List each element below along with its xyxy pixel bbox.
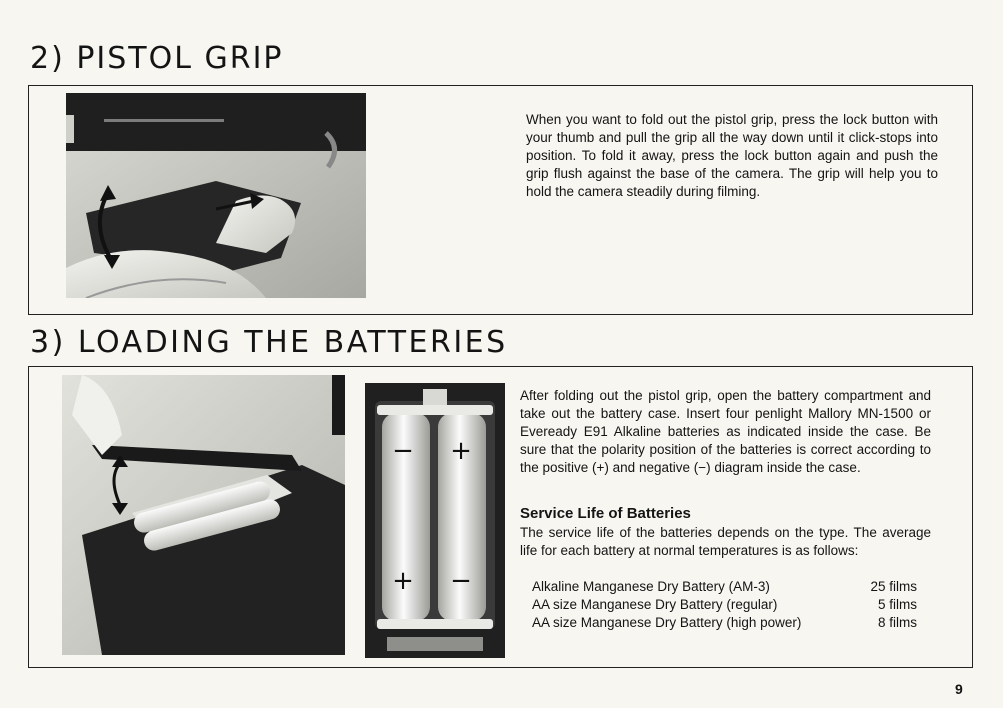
service-life-row	[532, 614, 917, 632]
minus-mark-top-left: −	[392, 436, 414, 466]
battery-type: Alkaline Manganese Dry Battery (AM-3)	[532, 579, 770, 594]
battery-life: 8 films	[877, 615, 917, 630]
plus-mark-bottom-left: +	[392, 566, 414, 596]
battery-type: AA size Manganese Dry Battery (regular)	[532, 597, 778, 612]
battery-compartment-photo	[62, 375, 345, 655]
service-life-row	[532, 596, 917, 614]
pistol-grip-instructions: When you want to fold out the pistol grip, press the lock button with your thumb and pull the grip all the way down until it click-stops into position. To fold it away, press the lock button again and push the grip flush against the base of the camera. The grip will help you to hold the camera steadily during filming.	[526, 112, 938, 199]
battery-life: 25 films	[870, 579, 917, 594]
battery-type: AA size Manganese Dry Battery (high power)	[532, 615, 802, 630]
minus-mark-bottom-right: −	[450, 566, 472, 596]
service-life-title: Service Life of Batteries	[520, 505, 691, 522]
pistol-grip-photo	[66, 93, 366, 298]
plus-mark-top-right: +	[450, 436, 472, 466]
page-number: 9	[955, 681, 963, 697]
loading-batteries-section	[28, 366, 973, 668]
pistol-grip-heading: 2) PISTOL GRIP	[30, 41, 284, 76]
battery-case-photo	[365, 383, 505, 658]
loading-batteries-heading: 3) LOADING THE BATTERIES	[30, 325, 508, 360]
loading-batteries-instructions: After folding out the pistol grip, open the battery compartment and take out the battery case. Insert four penlight Mallory MN-1500 or Eveready E91 Alkaline batteries as indicated inside the case. Be sure that the polarity position of the batteries is correct according to the positive (+) and negative (−) diagram inside the case.	[520, 388, 931, 475]
service-life-table	[532, 578, 917, 632]
battery-life: 5 films	[877, 597, 917, 612]
pistol-grip-section	[28, 85, 973, 315]
service-life-description: The service life of the batteries depends on the type. The average life for each battery at normal temperatures is as follows:	[520, 525, 931, 558]
service-life-row	[532, 578, 917, 596]
